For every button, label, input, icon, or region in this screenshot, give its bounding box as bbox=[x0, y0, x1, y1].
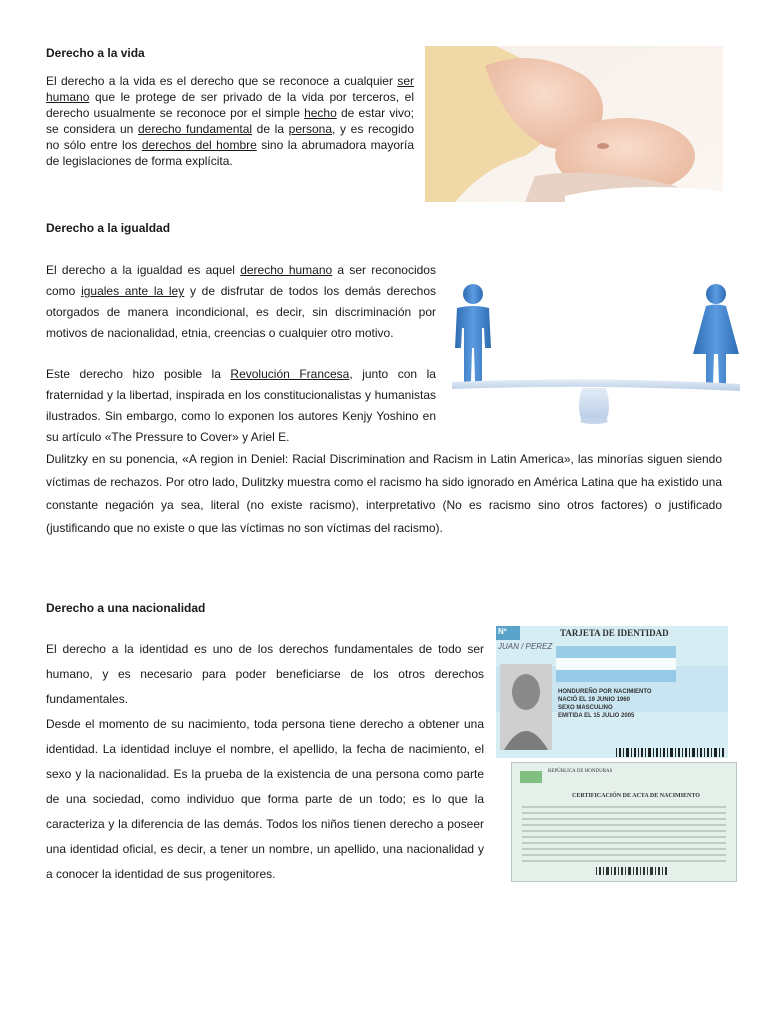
paragraph-vida: El derecho a la vida es el derecho que se reconoce a cualquier ser humano que le protege de ser privado de la vida por terceros, el derecho usualmente se reconoce por el simple hecho de estar vivo; se considera un derecho fundamental de la persona, y es recogido no sólo entre los derechos del hombre sino la abrumadora mayoría de legislaciones de forma explícita. bbox=[46, 74, 415, 168]
link-revolucion-francesa[interactable]: Revolución Francesa bbox=[230, 367, 350, 381]
paragraph-igualdad-3: Dulitzky en su ponencia, «A region in Deniel: Racial Discrimination and Racism in Latin America», las minorías siguen siendo víctimas de rechazos. Por otro lado, Dulitzky muestra como el racismo ha sido ignorado en América Latina que ha existido una constante negación ya sea, literal (no existe racismo), interpretativo (No es racismo sino otros factores) o justificado (justificando que no existe o que las víctimas no son víctimas del racismo). bbox=[46, 452, 722, 535]
link-derecho-humano[interactable]: derecho humano bbox=[240, 263, 333, 277]
paragraph-igualdad-2: Este derecho hizo posible la Revolución Francesa, junto con la fraternidad y la libertad, inspirada en los constitucionalistas y humanistas ilustrados. Sin embargo, como lo exponen los autores Kenjy Yoshino en su artículo «The Pressure to Cover» y Ariel E. bbox=[46, 367, 436, 444]
id-card-number-label: Nº bbox=[498, 627, 507, 636]
id-card-name: JUAN / PEREZ bbox=[498, 642, 553, 651]
paragraph-nacionalidad-2: Desde el momento de su nacimiento, toda persona tiene derecho a obtener una identidad. La identidad incluye el nombre, el apellido, la fecha de nacimiento, el sexo y la nacionalidad. Es la prueba de la existencia de una persona como parte de una sociedad, como individuo que forma parte de un todo; es lo que la caracteriza y la diferencia de las demás. Todos los niños tienen derecho a poseer una identidad oficial, es decir, a tener un nombre, un apellido, una nacionalidad y a conocer la identidad de sus progenitores. bbox=[46, 717, 484, 881]
id-card-details: HONDUREÑO POR NACIMIENTO NACIÓ EL 19 JUNIO 1960 SEXO MASCULINO EMITIDA EL 15 JULIO 2005 bbox=[558, 689, 652, 719]
link-ser-humano[interactable]: ser humano bbox=[46, 74, 414, 104]
id-card-image bbox=[496, 626, 728, 758]
section-title-igualdad: Derecho a la igualdad bbox=[46, 221, 171, 235]
section-title-vida: Derecho a la vida bbox=[46, 46, 145, 60]
link-iguales-ante-la-ley[interactable]: iguales ante la ley bbox=[81, 284, 185, 298]
id-card-header: TARJETA DE IDENTIDAD bbox=[560, 628, 669, 638]
paragraph-igualdad-1: El derecho a la igualdad es aquel derecho humano a ser reconocidos como iguales ante la ley y de disfrutar de todos los demás derechos otorgados de manera incondicional, es decir, sin discriminación por motivos de nacionalidad, etnia, creencias o cualquier otro motivo. bbox=[46, 263, 437, 340]
certificate-title: CERTIFICACIÓN DE ACTA DE NACIMIENTO bbox=[572, 793, 700, 799]
link-derecho-fundamental[interactable]: derecho fundamental bbox=[137, 122, 253, 136]
equality-seesaw-figure bbox=[446, 276, 744, 424]
certificate-republic: REPÚBLICA DE HONDURAS bbox=[548, 769, 613, 774]
link-persona[interactable]: persona bbox=[288, 122, 333, 136]
birth-certificate-image bbox=[511, 762, 737, 882]
paragraph-nacionalidad-1: El derecho a la identidad es uno de los derechos fundamentales de todo ser humano, y es necesario para poder beneficiarse de los otros derechos fundamentales. bbox=[46, 642, 484, 706]
section-title-nacionalidad: Derecho a una nacionalidad bbox=[46, 601, 206, 615]
mother-baby-photo bbox=[425, 46, 723, 202]
link-hecho[interactable]: hecho bbox=[304, 106, 337, 120]
link-derechos-del-hombre[interactable]: derechos del hombre bbox=[141, 138, 257, 152]
